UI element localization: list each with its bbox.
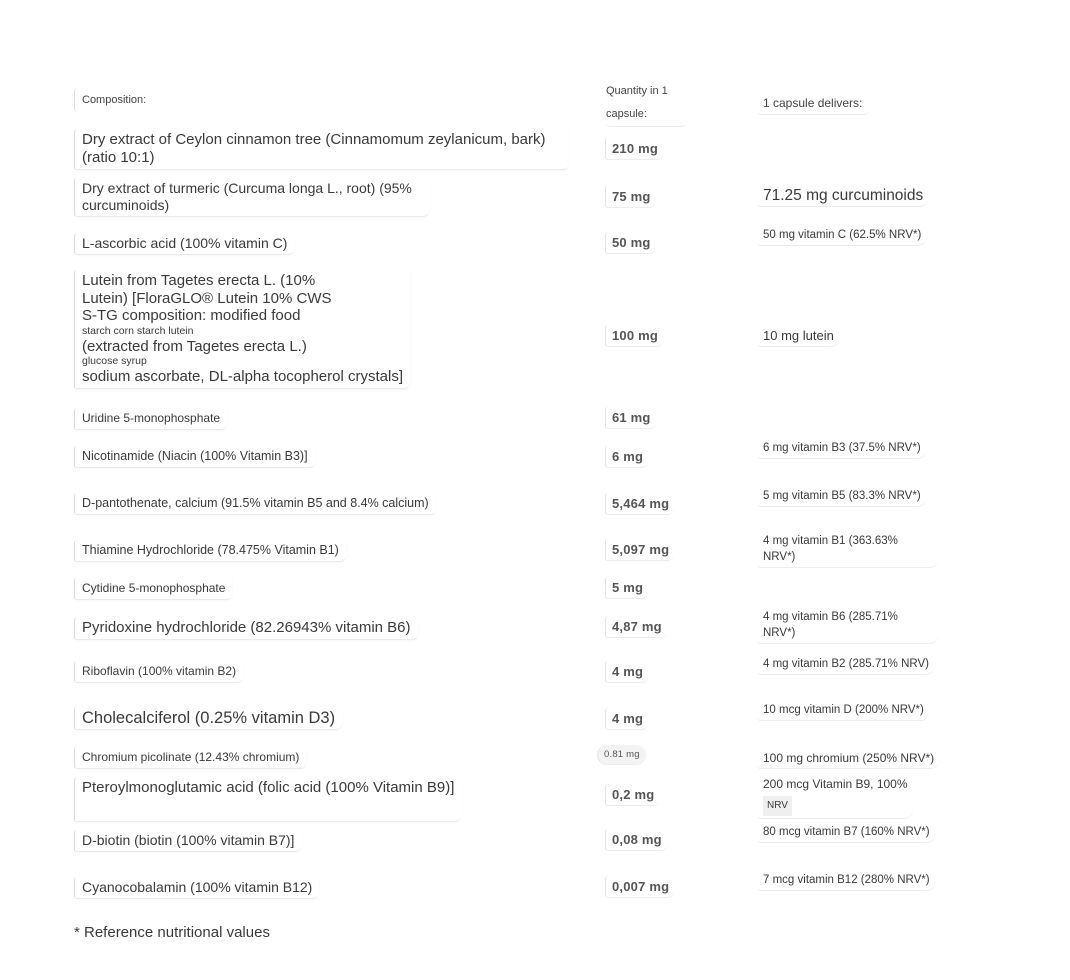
row-composition: Cholecalciferol (0.25% vitamin D3) xyxy=(74,707,342,730)
row-delivers: 100 mg chromium (250% NRV*) xyxy=(757,748,940,769)
row-composition: Cytidine 5-monophosphate xyxy=(74,578,232,600)
row-composition: Thiamine Hydrochloride (78.475% Vitamin B1) xyxy=(74,540,346,562)
row-delivers: 80 mcg vitamin B7 (160% NRV*) xyxy=(757,822,936,843)
composition-line: Lutein from Tagetes erecta L. (10% xyxy=(82,272,316,289)
row-quantity: 75 mg xyxy=(605,186,657,208)
row-composition: Dry extract of turmeric (Curcuma longa L., root) (95% curcuminoids) xyxy=(74,178,429,217)
row-delivers: 10 mg lutein xyxy=(757,326,840,347)
row-composition-multiline xyxy=(74,270,410,389)
composition-line-small: glucose syrup xyxy=(82,355,147,367)
delivers-text: 200 mcg Vitamin B9, 100% xyxy=(763,777,908,791)
row-delivers: 7 mcg vitamin B12 (280% NRV*) xyxy=(757,870,936,891)
row-quantity: 0,007 mg xyxy=(605,876,675,898)
row-quantity: 4,87 mg xyxy=(605,616,668,638)
footnote: * Reference nutritional values xyxy=(74,924,270,941)
row-composition: D-pantothenate, calcium (91.5% vitamin B5 and 8.4% calcium) xyxy=(74,493,436,515)
row-composition: Dry extract of Ceylon cinnamon tree (Cinnamomum zeylanicum, bark) (ratio 10:1) xyxy=(74,129,569,170)
row-quantity: 4 mg xyxy=(605,661,649,683)
header-quantity: Quantity in 1 capsule: xyxy=(606,80,686,127)
row-delivers: 50 mg vitamin C (62.5% NRV*) xyxy=(757,225,927,246)
row-quantity: 210 mg xyxy=(605,138,664,160)
row-composition: Riboflavin (100% vitamin B2) xyxy=(74,661,243,683)
nrv-label: NRV xyxy=(763,796,792,816)
row-quantity: 4 mg xyxy=(605,708,649,730)
row-delivers xyxy=(757,774,914,819)
row-delivers: 6 mg vitamin B3 (37.5% NRV*) xyxy=(757,438,927,459)
row-quantity: 0.81 mg xyxy=(597,745,646,765)
row-quantity: 6 mg xyxy=(605,446,649,468)
row-composition: Uridine 5-monophosphate xyxy=(74,408,227,430)
row-quantity: 5 mg xyxy=(605,577,649,599)
row-composition: Pyridoxine hydrochloride (82.26943% vitamin B6) xyxy=(74,617,418,640)
row-composition: Chromium picolinate (12.43% chromium) xyxy=(74,747,306,769)
composition-line: S-TG composition: modified food xyxy=(82,307,301,324)
row-delivers: 4 mg vitamin B2 (285.71% NRV) xyxy=(757,654,935,675)
row-quantity: 0,2 mg xyxy=(605,784,660,806)
row-delivers: 5 mg vitamin B5 (83.3% NRV*) xyxy=(757,486,927,507)
composition-line-small: starch corn starch lutein xyxy=(82,324,194,337)
row-quantity: 5,464 mg xyxy=(605,493,675,515)
row-composition: Pteroylmonoglutamic acid (folic acid (100% Vitamin B9)] xyxy=(74,777,461,822)
row-quantity: 100 mg xyxy=(605,325,664,347)
row-composition: Nicotinamide (Niacin (100% Vitamin B3)] xyxy=(74,446,315,468)
composition-line: Lutein) [FloraGLO® Lutein 10% CWS xyxy=(82,289,332,307)
header-delivers: 1 capsule delivers: xyxy=(757,92,868,115)
row-delivers: 71.25 mg curcuminoids xyxy=(757,186,929,207)
row-composition: L-ascorbic acid (100% vitamin C) xyxy=(74,233,294,255)
row-composition: Cyanocobalamin (100% vitamin B12) xyxy=(74,877,319,899)
composition-line: (extracted from Tagetes erecta L.) xyxy=(82,337,307,355)
row-quantity: 61 mg xyxy=(605,407,657,429)
row-delivers: 4 mg vitamin B1 (363.63% NRV*) xyxy=(757,531,939,568)
row-composition: D-biotin (biotin (100% vitamin B7)] xyxy=(74,830,301,852)
header-composition: Composition: xyxy=(74,88,153,112)
row-quantity: 0,08 mg xyxy=(605,829,668,851)
row-delivers: 10 mcg vitamin D (200% NRV*) xyxy=(757,700,930,721)
composition-line: sodium ascorbate, DL-alpha tocopherol crystals] xyxy=(82,368,403,385)
row-quantity: 5,097 mg xyxy=(605,539,675,561)
row-quantity: 50 mg xyxy=(605,232,657,254)
row-delivers: 4 mg vitamin B6 (285.71% NRV*) xyxy=(757,607,939,644)
